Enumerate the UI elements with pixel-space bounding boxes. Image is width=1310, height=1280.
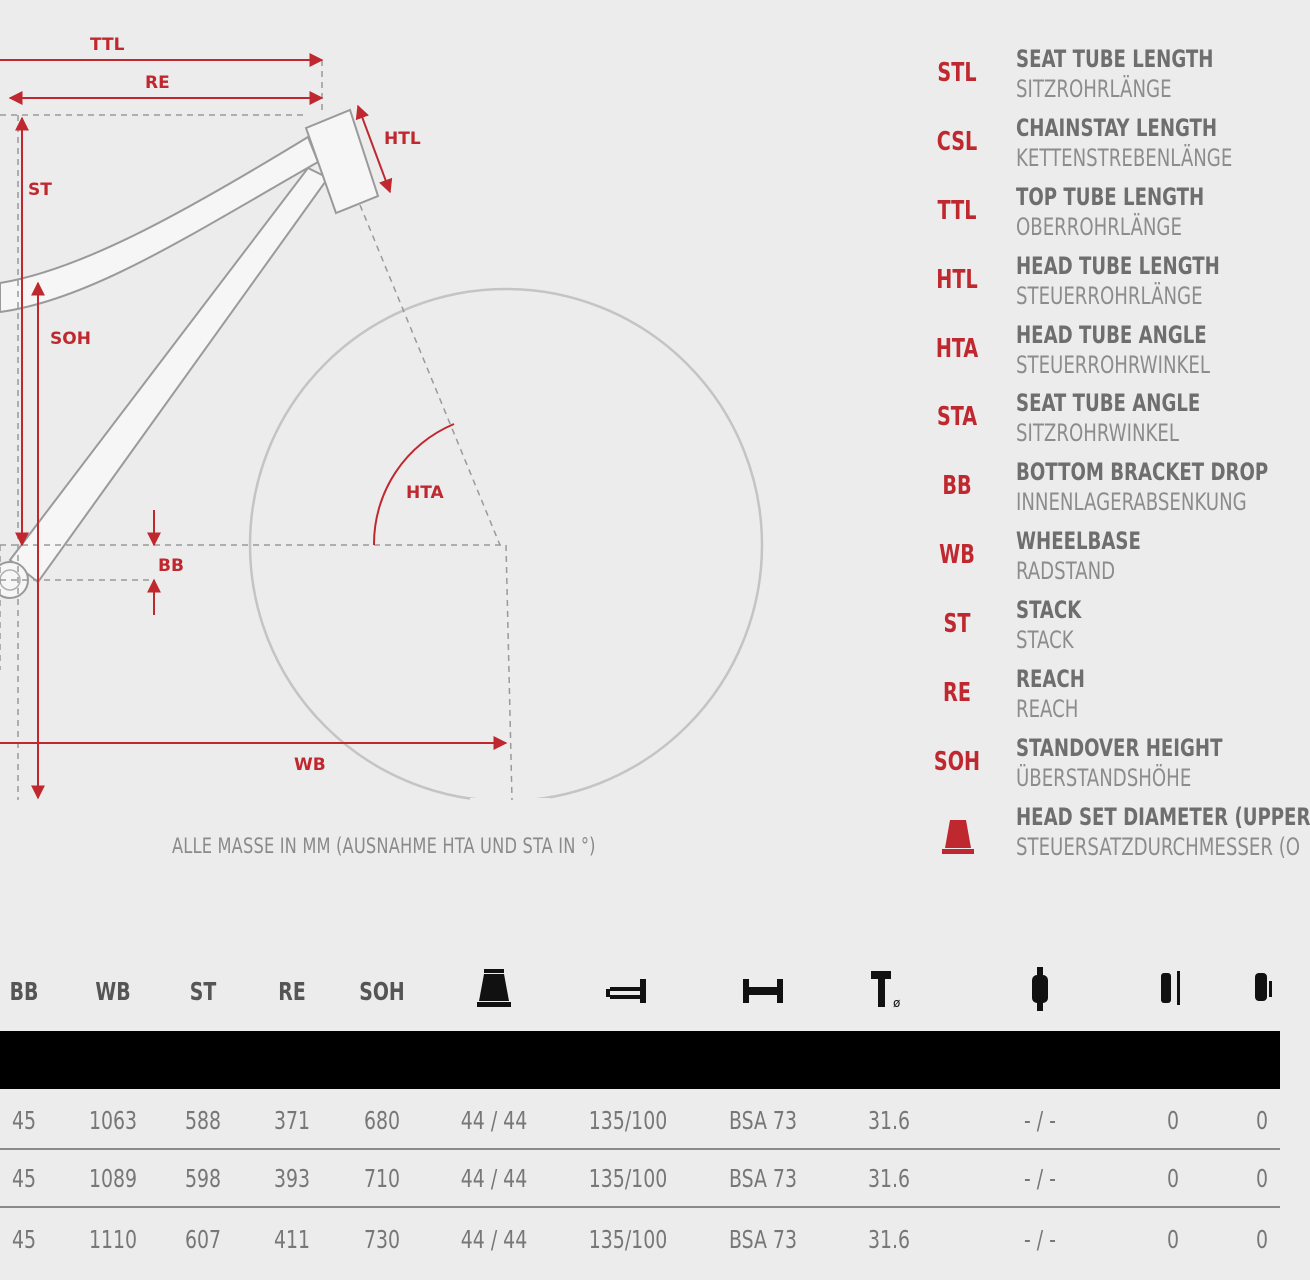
legend-label-en: SEAT TUBE LENGTH: [1016, 45, 1214, 73]
legend-label-en: HEAD SET DIAMETER (UPPER: [1016, 802, 1310, 831]
legend-abbr: STA: [936, 402, 978, 433]
suspension-icon: [1029, 967, 1051, 1011]
legend-label-de: STEUERROHRLÄNGE: [1016, 281, 1203, 310]
table-size-bar: [0, 1031, 1280, 1089]
cell-suspension: - / -: [1023, 1106, 1057, 1135]
legend-label-de: STACK: [1016, 626, 1074, 655]
cell-dropout: 135/100: [588, 1225, 668, 1254]
legend-label-en: STANDOVER HEIGHT: [1016, 733, 1223, 762]
legend-label-de: KETTENSTREBENLÄNGE: [1016, 143, 1233, 172]
cell-re: 411: [273, 1225, 311, 1254]
head-tube: [306, 110, 378, 213]
legend-item-ttl: [920, 182, 1280, 251]
table-header: [0, 955, 1280, 1030]
legend-label-en: HEAD TUBE ANGLE: [1016, 320, 1207, 349]
cell-shock: 0: [1255, 1164, 1269, 1193]
hta-label: HTA: [406, 483, 444, 503]
seatpost-diameter-icon: [869, 967, 909, 1011]
legend-abbr: HTA: [935, 333, 979, 364]
cell-dropout: 135/100: [588, 1106, 668, 1135]
cell-headset: 44 / 44: [460, 1106, 528, 1135]
cell-fork: 0: [1166, 1225, 1180, 1254]
column-header-bb: BB: [9, 977, 39, 1006]
cell-st: 607: [184, 1225, 222, 1254]
table-row: [0, 1092, 1280, 1148]
headset-icon: [942, 816, 974, 856]
legend-label-de: ÜBERSTANDSHÖHE: [1016, 763, 1192, 792]
cell-re: 371: [273, 1106, 311, 1135]
cell-re: 393: [273, 1164, 311, 1193]
cell-wb: 1110: [88, 1225, 138, 1254]
cell-bottom-bracket: BSA 73: [729, 1225, 797, 1254]
legend-label-en: HEAD TUBE LENGTH: [1016, 251, 1220, 280]
shock-icon: [1249, 967, 1275, 1011]
bike-geometry-diagram: [0, 0, 920, 830]
legend-abbr: RE: [943, 678, 971, 709]
legend-label-en: WHEELBASE: [1016, 527, 1141, 556]
legend-label-en: BOTTOM BRACKET DROP: [1016, 458, 1269, 487]
column-header-soh: SOH: [359, 977, 405, 1006]
cell-seatpost: 31.6: [867, 1164, 911, 1193]
cell-wb: 1089: [88, 1164, 138, 1193]
legend-label-de: SITZROHRWINKEL: [1016, 419, 1179, 448]
cell-bb: 45: [11, 1106, 37, 1135]
legend-item-soh: [920, 733, 1280, 802]
legend-label-de: REACH: [1016, 695, 1079, 724]
headset-diameter-icon: [476, 967, 512, 1009]
cell-suspension: - / -: [1023, 1225, 1057, 1254]
cell-dropout: 135/100: [588, 1164, 668, 1193]
legend-item-csl: [920, 113, 1280, 182]
legend-label-en: CHAINSTAY LENGTH: [1016, 113, 1218, 142]
legend-abbr: SOH: [933, 746, 981, 777]
legend-label-en: TOP TUBE LENGTH: [1016, 182, 1205, 211]
legend-item-re: [920, 664, 1280, 733]
legend-abbr: STL: [937, 58, 977, 88]
cell-bottom-bracket: BSA 73: [729, 1164, 797, 1193]
wb-label: WB: [294, 755, 326, 775]
table-row: [0, 1150, 1280, 1206]
legend-item-hta: [920, 320, 1280, 389]
table-row: [0, 1211, 1280, 1267]
cell-seatpost: 31.6: [867, 1106, 911, 1135]
column-header-re: RE: [278, 977, 306, 1006]
cell-fork: 0: [1166, 1164, 1180, 1193]
cell-shock: 0: [1255, 1225, 1269, 1254]
bottom-bracket-icon: [741, 967, 785, 1007]
column-header-st: ST: [189, 977, 217, 1006]
legend-abbr: WB: [939, 540, 975, 571]
column-header-wb: WB: [95, 977, 131, 1006]
cell-bottom-bracket: BSA 73: [729, 1106, 797, 1135]
legend-label-de: SITZROHRLÄNGE: [1016, 75, 1172, 103]
legend-item-headset: [920, 802, 1310, 871]
legend-abbr: HTL: [936, 264, 978, 295]
cell-soh: 730: [363, 1225, 401, 1254]
cell-suspension: - / -: [1023, 1164, 1057, 1193]
legend-label-en: REACH: [1016, 665, 1085, 694]
soh-label: SOH: [50, 329, 91, 349]
legend-item-stl: [920, 44, 1280, 113]
cell-soh: 710: [363, 1164, 401, 1193]
legend-label-de: STEUERSATZDURCHMESSER (O: [1016, 832, 1301, 861]
dropout-width-icon: [606, 967, 650, 1007]
cell-wb: 1063: [88, 1106, 138, 1135]
legend-item-sta: [920, 388, 1280, 457]
svg-text:ø: ø: [893, 996, 901, 1010]
cell-soh: 680: [363, 1106, 401, 1135]
legend-label-de: RADSTAND: [1016, 557, 1116, 586]
legend-item-htl: [920, 251, 1280, 320]
legend-label-de: OBERROHRLÄNGE: [1016, 212, 1182, 241]
legend-label-de: INNENLAGERABSENKUNG: [1016, 488, 1247, 517]
re-label: RE: [145, 73, 170, 93]
cell-shock: 0: [1255, 1106, 1269, 1135]
ttl-label: TTL: [90, 35, 125, 55]
legend-item-st: [920, 595, 1280, 664]
legend-abbr: BB: [942, 471, 972, 502]
legend-abbr: ST: [943, 609, 971, 640]
legend-abbr: TTL: [937, 195, 977, 226]
bb-label: BB: [158, 556, 184, 576]
st-label: ST: [28, 180, 52, 200]
cell-headset: 44 / 44: [460, 1164, 528, 1193]
cell-st: 598: [184, 1164, 222, 1193]
cell-bb: 45: [11, 1164, 37, 1193]
fork-icon: [1159, 967, 1185, 1011]
legend: [920, 44, 1310, 871]
cell-seatpost: 31.6: [867, 1225, 911, 1254]
legend-item-bb: [920, 457, 1280, 526]
cell-bb: 45: [11, 1225, 37, 1254]
legend-label-en: SEAT TUBE ANGLE: [1016, 389, 1201, 418]
htl-label: HTL: [384, 129, 421, 149]
legend-label-en: STACK: [1016, 596, 1082, 625]
cell-fork: 0: [1166, 1106, 1180, 1135]
legend-abbr: CSL: [936, 126, 978, 157]
cell-headset: 44 / 44: [460, 1225, 528, 1254]
measurement-note: ALLE MASSE IN MM (AUSNAHME HTA UND STA IN °): [172, 834, 596, 858]
legend-item-wb: [920, 526, 1280, 595]
legend-label-de: STEUERROHRWINKEL: [1016, 350, 1210, 379]
row-divider: [0, 1206, 1280, 1208]
cell-st: 588: [184, 1106, 222, 1135]
